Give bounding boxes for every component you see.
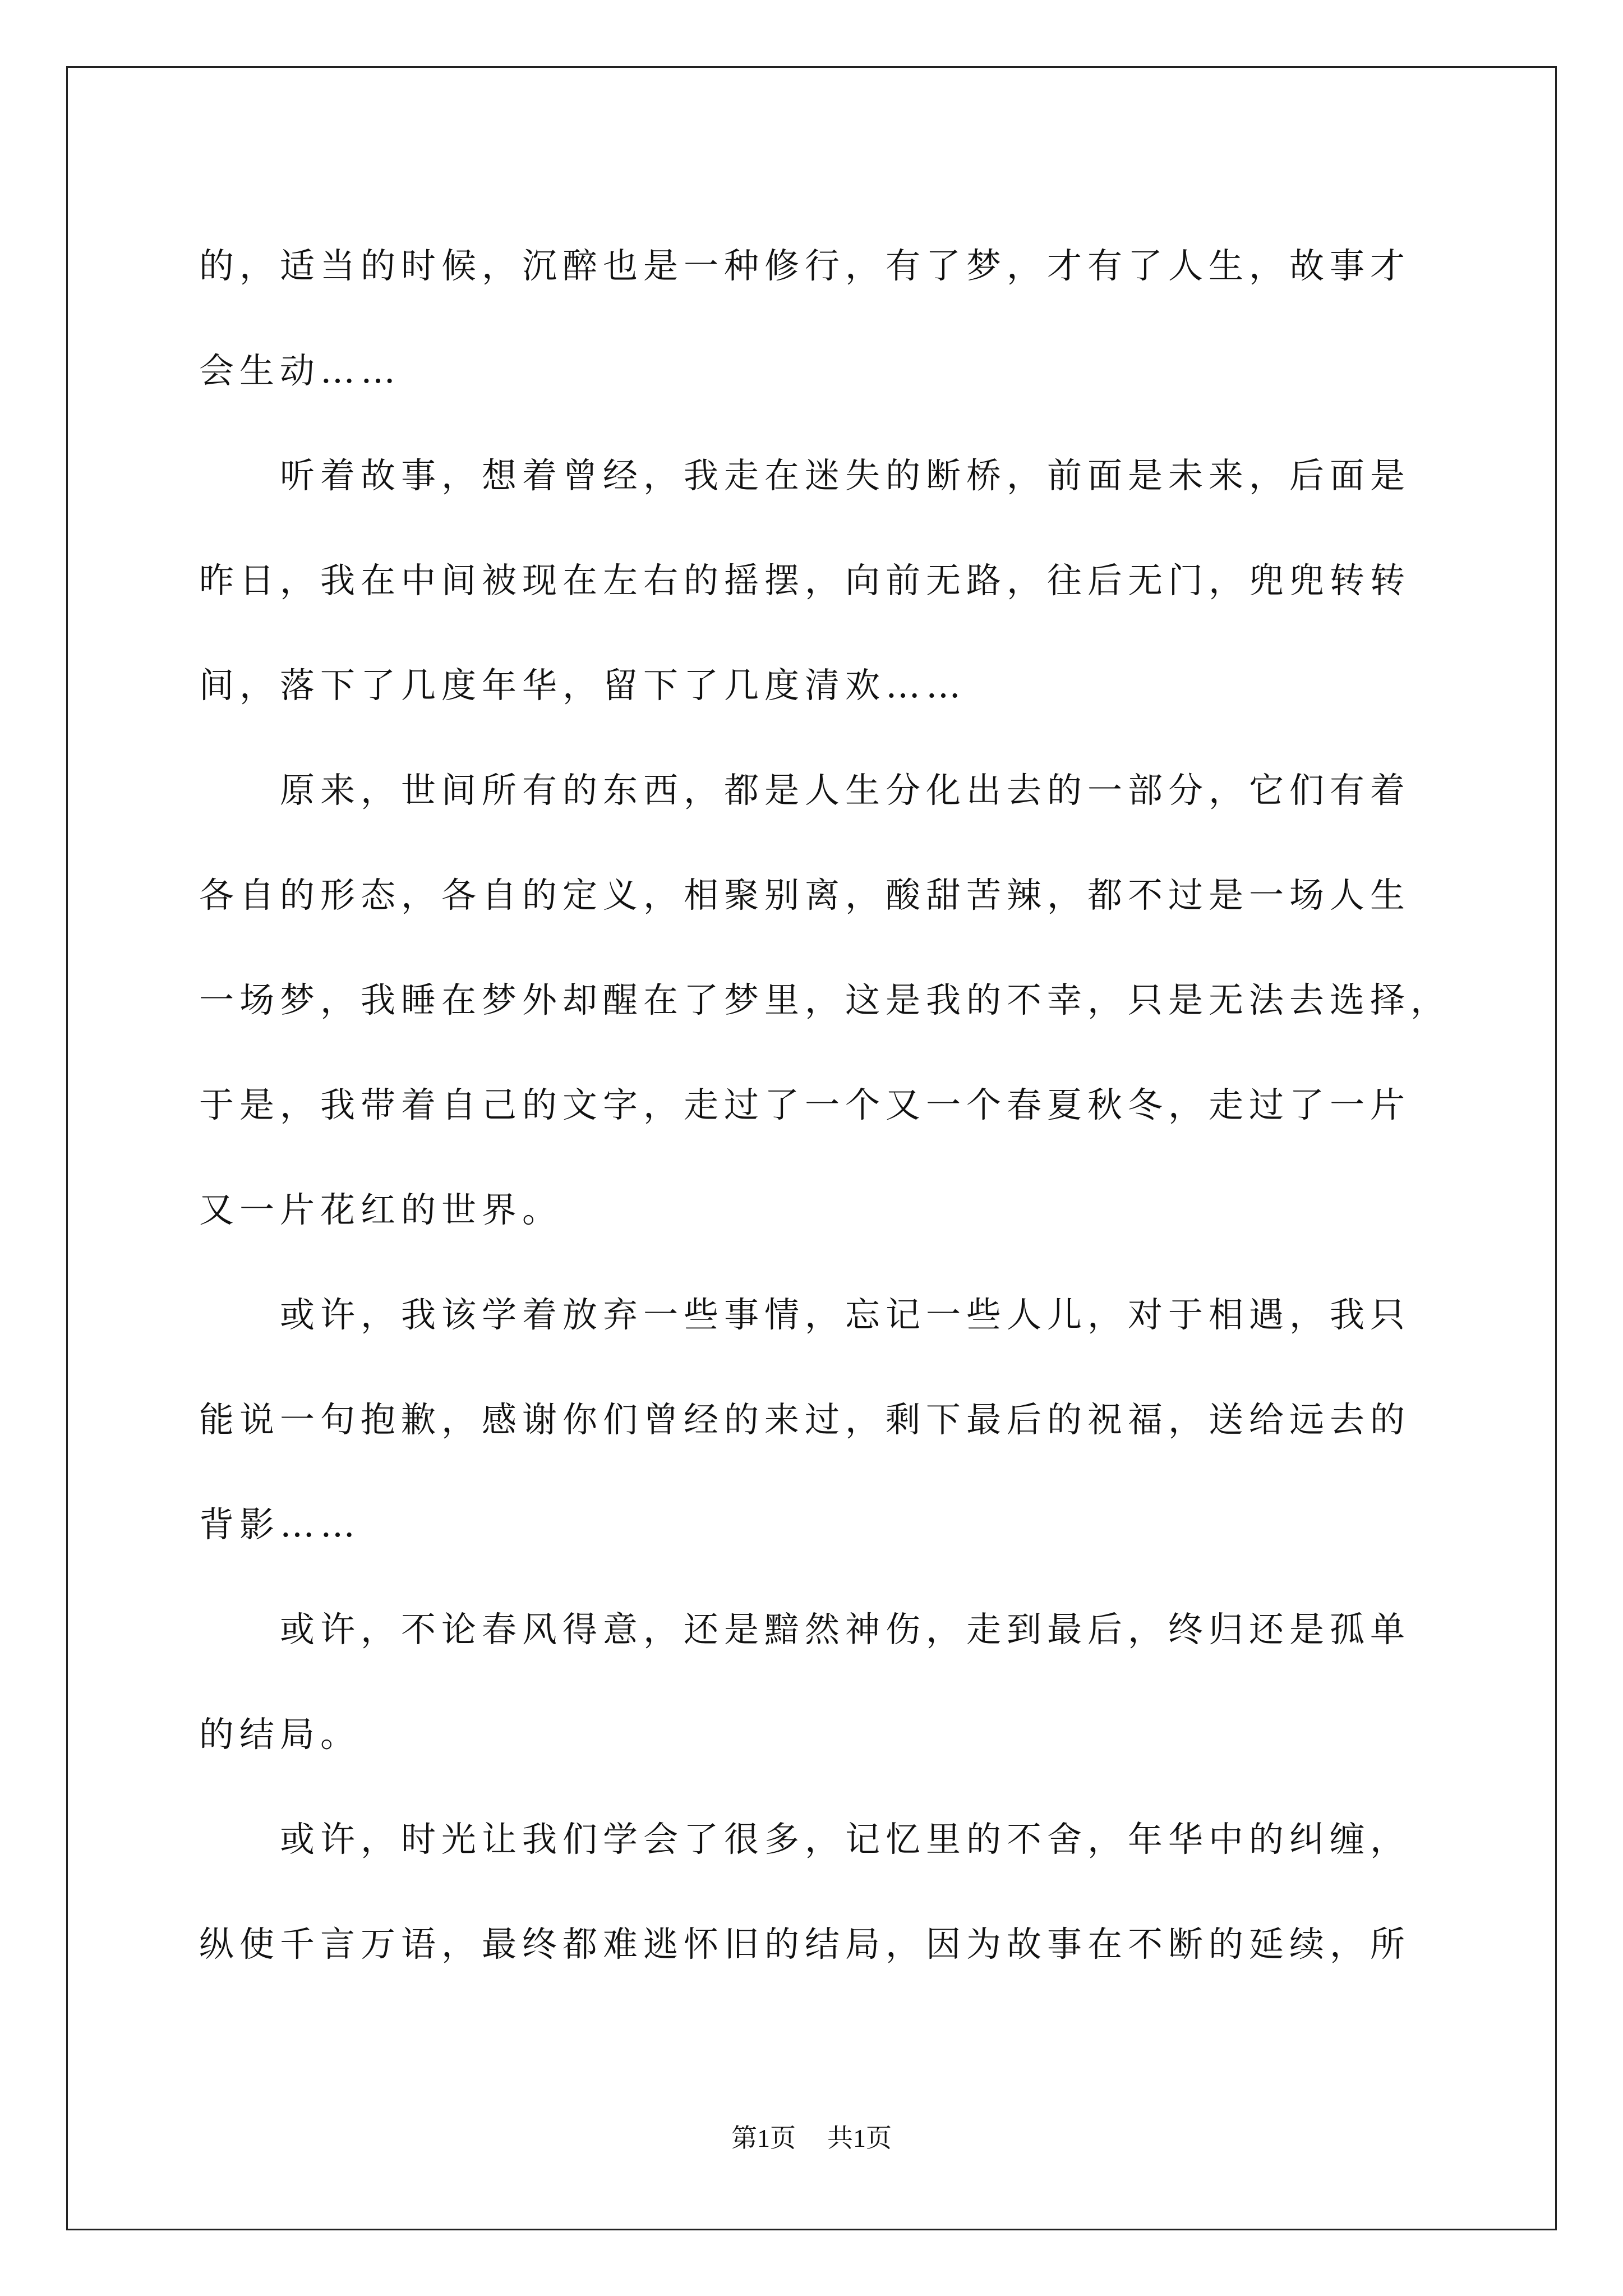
text-line: 听着故事，想着曾经，我走在迷失的断桥，前面是未来，后面是 <box>199 455 1411 496</box>
text-line: 或许，不论春风得意，还是黯然神伤，走到最后，终归还是孤单 <box>199 1609 1411 1650</box>
text-line: 于是，我带着自己的文字，走过了一个又一个春夏秋冬，走过了一片 <box>199 1084 1411 1125</box>
document-body <box>199 213 1467 1996</box>
text-line: 能说一句抱歉，感谢你们曾经的来过，剩下最后的祝福，送给远去的 <box>199 1399 1411 1440</box>
text-line: 又一片花红的世界。 <box>199 1189 563 1230</box>
text-line: 纵使千言万语，最终都难逃怀旧的结局，因为故事在不断的延续，所 <box>199 1924 1411 1964</box>
text-line: 原来，世间所有的东西，都是人生分化出去的一部分，它们有着 <box>199 770 1411 811</box>
page-number: 第1页 <box>731 2124 796 2152</box>
text-line: 或许，时光让我们学会了很多，记忆里的不舍，年华中的纠缠， <box>199 1819 1411 1860</box>
page-footer <box>0 2122 1623 2155</box>
text-line: 或许，我该学着放弃一些事情，忘记一些人儿，对于相遇，我只 <box>199 1294 1411 1335</box>
page-total: 共1页 <box>827 2124 892 2152</box>
text-line: 间，落下了几度年华，留下了几度清欢…… <box>199 665 967 706</box>
text-line: 的结局。 <box>199 1714 361 1755</box>
text-line: 昨日，我在中间被现在左右的摇摆，向前无路，往后无门，兜兜转转 <box>199 560 1411 601</box>
text-line: 的，适当的时候，沉醉也是一种修行，有了梦，才有了人生，故事才 <box>199 245 1411 286</box>
text-line: 会生动…… <box>199 350 402 391</box>
text-line: 各自的形态，各自的定义，相聚别离，酸甜苦辣，都不过是一场人生 <box>199 875 1411 915</box>
text-line: 背影…… <box>199 1504 361 1545</box>
text-line: 一场梦，我睡在梦外却醒在了梦里，这是我的不幸，只是无法去选择， <box>199 979 1451 1020</box>
